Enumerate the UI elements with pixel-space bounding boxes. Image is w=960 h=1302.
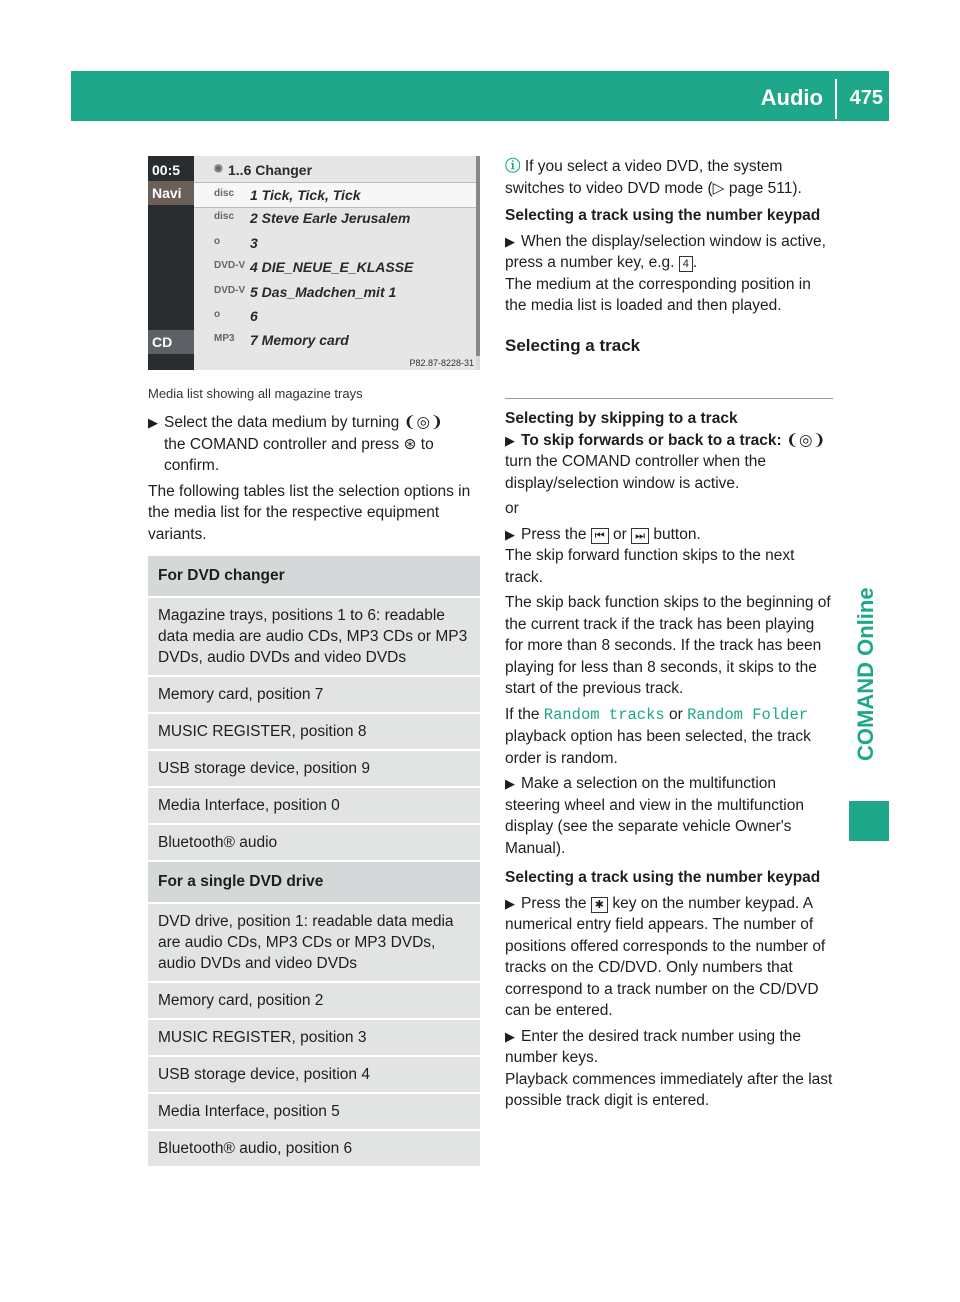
table-row: Magazine trays, positions 1 to 6: readable data media are audio CDs, MP3 CDs or MP3 DVDs, audio DVDs and video DVDs xyxy=(148,596,480,675)
skip-back-icon: ⏮ xyxy=(591,528,609,544)
arrow-icon: ▶ xyxy=(505,895,515,911)
skip-forward-icon: ⏭ xyxy=(631,528,649,544)
info-icon: ⓘ xyxy=(505,158,521,175)
page-header xyxy=(71,71,889,121)
arrow-icon: ▶ xyxy=(505,432,515,448)
table-row: Media Interface, position 0 xyxy=(148,786,480,823)
screen-row: DVD-V 5 Das_Madchen_mit 1 xyxy=(214,284,397,300)
figure-caption: Media list showing all magazine trays xyxy=(148,386,363,401)
arrow-icon: ▶ xyxy=(505,526,515,542)
heading-skipping: Selecting by skipping to a track xyxy=(505,410,738,427)
screen-media-list xyxy=(194,156,476,370)
media-list-screenshot xyxy=(148,156,480,370)
screen-row: DVD-V 4 DIE_NEUE_E_KLASSE xyxy=(214,259,414,275)
screen-row: o 6 xyxy=(214,308,258,324)
table-row: MUSIC REGISTER, position 3 xyxy=(148,1018,480,1055)
table-row: Bluetooth® audio xyxy=(148,823,480,860)
or-text: or xyxy=(505,500,519,517)
disc-icon: ◉ xyxy=(214,163,223,174)
table-header: For a single DVD drive xyxy=(148,862,480,902)
table-row: Bluetooth® audio, position 6 xyxy=(148,1129,480,1166)
step-skip: ▶ To skip forwards or back to a track: ❨◎❩ turn the COMAND controller when the display/selection window is active. xyxy=(505,431,826,492)
step-enter-number: ▶ Enter the desired track number using the number keys. Playback commences immediately after the last possible track digit is entered. xyxy=(505,1027,833,1109)
controller-turn-icon: ❨◎❩ xyxy=(786,431,826,449)
table-row: Media Interface, position 5 xyxy=(148,1092,480,1129)
arrow-icon: ▶ xyxy=(505,1028,515,1044)
single-dvd-table xyxy=(148,862,480,1166)
image-reference: P82.87-8228-31 xyxy=(409,358,474,368)
step-select-medium: ▶ Select the data medium by turning ❨◎❩ the COMAND controller and press ⊛ to confirm. xyxy=(148,414,444,474)
step-number-key: ▶ When the display/selection window is active, press a number key, e.g. 4 . The medium at the corresponding position in the media list is loaded and then played. xyxy=(505,232,826,314)
screen-row: o 3 xyxy=(214,235,258,251)
table-row: Memory card, position 2 xyxy=(148,981,480,1018)
screen-left-column xyxy=(148,156,194,370)
table-row: USB storage device, position 4 xyxy=(148,1055,480,1092)
arrow-icon: ▶ xyxy=(148,415,158,430)
heading-keypad-2: Selecting a track using the number keypad xyxy=(505,869,821,886)
screen-row: disc 1 Tick, Tick, Tick xyxy=(194,182,476,208)
arrow-icon: ▶ xyxy=(505,776,515,791)
arrow-icon: ▶ xyxy=(505,233,515,249)
chapter-label: COMAND Online xyxy=(853,587,878,761)
tables-intro: The following tables list the selection options in the media list for the respective equipment variants. xyxy=(148,482,471,543)
table-row: Memory card, position 7 xyxy=(148,675,480,712)
step-skip-buttons: ▶ Press the ⏮ or ⏭ button. The skip forward function skips to the next track. xyxy=(505,525,795,586)
info-note: ⓘ If you select a video DVD, the system switches to video DVD mode (▷ page 511). xyxy=(505,158,802,197)
screen-row: MP3 7 Memory card xyxy=(214,332,349,348)
section-heading: Selecting a track xyxy=(505,335,641,355)
dvd-changer-table xyxy=(148,556,480,860)
hash-key-icon: ✱ xyxy=(591,897,608,913)
skip-back-note: The skip back function skips to the beginning of the current track if the track has been playing for more than 8 seconds. If the track has been playing for less than 8 seconds, it skips to the start of the previous track. xyxy=(505,594,831,697)
random-note: If the Random tracks or Random Folder playback option has been selected, the track order is random. xyxy=(505,705,811,767)
table-header: For DVD changer xyxy=(148,556,480,596)
table-row: MUSIC REGISTER, position 8 xyxy=(148,712,480,749)
section-title: Audio xyxy=(760,85,823,110)
right-column xyxy=(505,156,835,356)
table-row: USB storage device, position 9 xyxy=(148,749,480,786)
right-column-lower xyxy=(505,408,835,1112)
page-number: 475 xyxy=(849,87,883,109)
controller-press-icon: ⊛ xyxy=(403,435,417,453)
screen-list-title: ◉ 1..6 Changer xyxy=(214,162,313,178)
screen-time: 00:5 xyxy=(152,162,181,178)
screen-row: disc 2 Steve Earle Jerusalem xyxy=(214,210,411,226)
step-hash-key: ▶ Press the ✱ key on the number keypad. A numerical entry field appears. The number of positions offered corresponds to the number of tracks on the CD/DVD. Only numbers that correspond to a track number on the CD/DVD can be entered. xyxy=(505,894,826,1019)
table-row: DVD drive, position 1: readable data media are audio CDs, MP3 CDs or MP3 DVDs, audio DVDs and video DVDs xyxy=(148,902,480,981)
screen-scrollbar xyxy=(476,156,480,356)
side-marker xyxy=(849,801,889,841)
heading-number-keypad: Selecting a track using the number keypad xyxy=(505,207,821,224)
screen-navi-tab: Navi xyxy=(148,181,194,205)
controller-turn-icon: ❨◎❩ xyxy=(403,414,444,431)
side-tab xyxy=(849,121,889,1146)
left-instructions xyxy=(148,412,480,545)
section-rule xyxy=(505,398,833,399)
key-4-icon: 4 xyxy=(679,256,693,272)
step-steering-wheel: ▶ Make a selection on the multifunction steering wheel and view in the multifunction display (see the separate vehicle Owner's Manual). xyxy=(505,775,804,857)
screen-cd-tab: CD xyxy=(148,330,194,354)
header-divider xyxy=(835,79,837,119)
